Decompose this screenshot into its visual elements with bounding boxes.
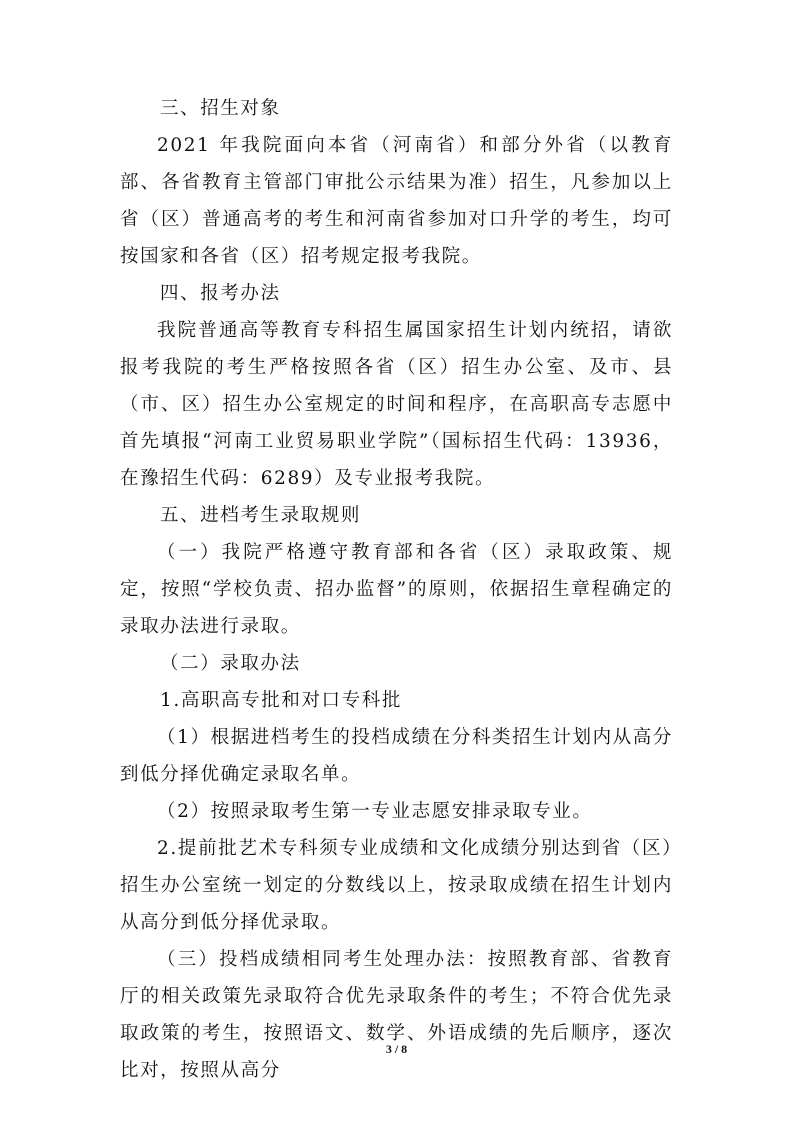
paragraph-rule-one: （一）我院严格遵守教育部和各省（区）录取政策、规定，按照“学校负责、招办监督”的原则，依据招生章程确定的录取办法进行录取。 bbox=[120, 542, 673, 637]
section-heading-admission-targets: 三、招生对象 bbox=[160, 98, 281, 119]
document-body bbox=[120, 90, 673, 1089]
paragraph-item-1: （1）根据进档考生的投档成绩在分科类招生计划内从高分到低分择优确定录取名单。 bbox=[120, 727, 673, 785]
section-heading-admission-rules: 五、进档考生录取规则 bbox=[160, 505, 362, 526]
paragraph-tie-handling: （三）投档成绩相同考生处理办法：按照教育部、省教育厅的相关政策先录取符合优先录取条件的考生；不符合优先录取政策的考生，按照语文、数学、外语成绩的先后顺序，逐次比对，按照从高分 bbox=[120, 949, 673, 1081]
paragraph-admission-targets: 2021 年我院面向本省（河南省）和部分外省（以教育部、各省教育主管部门审批公示结果为准）招生，凡参加以上省（区）普通高考的考生和河南省参加对口升学的考生，均可按国家和各省（区）招考规定报考我院。 bbox=[120, 135, 673, 267]
page-number: 3 / 8 bbox=[385, 1042, 408, 1056]
subheading-admission-method: （二）录取办法 bbox=[160, 653, 301, 674]
subheading-higher-vocational-batch: 1.高职高专批和对口专科批 bbox=[160, 690, 402, 711]
paragraph-application-method: 我院普通高等教育专科招生属国家招生计划内统招，请欲报考我院的考生严格按照各省（区）招生办公室、及市、县（市、区）招生办公室规定的时间和程序，在高职高专志愿中首先填报“河南工业贸易职业学院”（国标招生代码：13936，在豫招生代码：6289）及专业报考我院。 bbox=[120, 320, 673, 489]
paragraph-item-2: （2）按照录取考生第一专业志愿安排录取专业。 bbox=[157, 801, 593, 822]
paragraph-art-batch: 2.提前批艺术专科须专业成绩和文化成绩分别达到省（区）招生办公室统一划定的分数线以上，按录取成绩在招生计划内从高分到低分择优录取。 bbox=[120, 838, 673, 933]
section-heading-application-method: 四、报考办法 bbox=[160, 283, 281, 304]
